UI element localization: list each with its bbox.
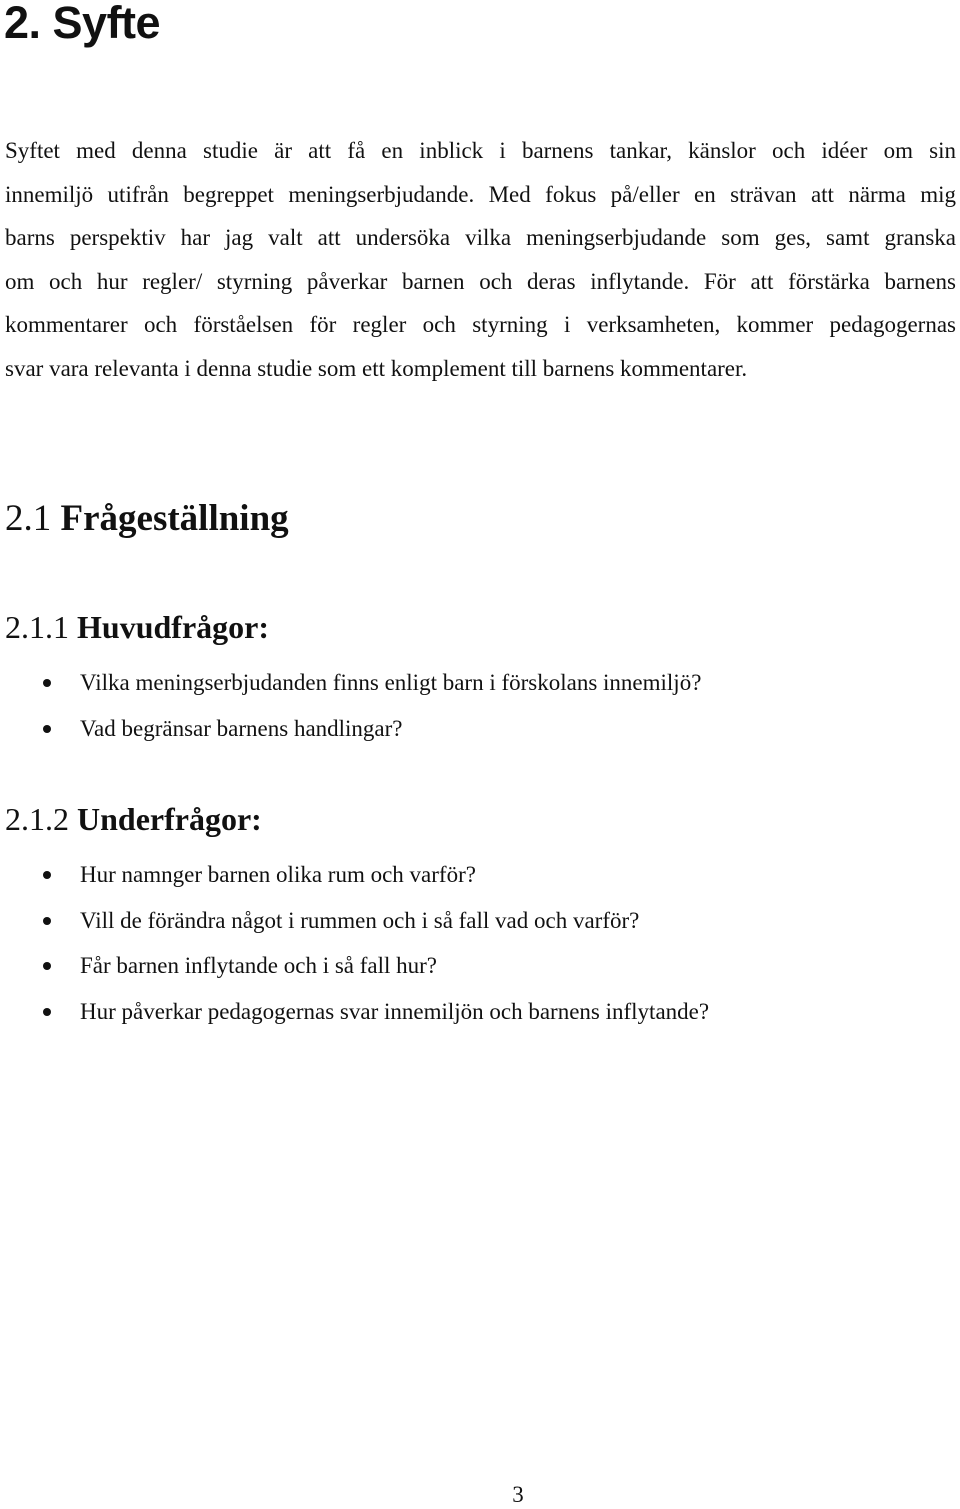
paragraph-line: Syftet med denna studie är att få en inblick i barnens tankar, känslor och idéer om sin [5,138,956,163]
paragraph-line: kommentarer och förståelsen för regler och styrning i verksamheten, kommer pedagogernas [5,312,956,338]
bullet-icon [43,1008,51,1016]
list-item [0,989,709,1035]
bullet-icon [43,871,51,879]
list-item-text: Hur namnger barnen olika rum och varför? [80,862,476,887]
sub-questions-list [0,852,709,1034]
paragraph-line: barns perspektiv har jag valt att undersöka vilka meningserbjudande som ges, samt granska [5,225,956,251]
list-item [0,660,701,706]
sub-questions-heading [5,798,262,840]
main-questions-number: 2.1.1 [5,609,69,645]
main-questions-heading [5,606,269,648]
list-item [0,943,709,989]
list-item-text: Vilka meningserbjudanden finns enligt barn i förskolans innemiljö? [80,670,702,695]
paragraph-line: om och hur regler/ styrning påverkar barnen och deras inflytande. För att förstärka barnens [5,268,956,294]
main-questions-list [0,660,701,751]
list-item-text: Vad begränsar barnens handlingar? [80,715,403,741]
page-number: 3 [512,1482,524,1507]
section-heading [5,495,289,543]
list-item-text: Hur påverkar pedagogernas svar innemiljön och barnens inflytande? [80,998,710,1024]
bullet-icon [43,725,51,733]
sub-questions-title: Underfrågor: [77,801,262,837]
bullet-icon [43,962,51,970]
section-number: 2.1 [5,498,52,539]
list-item-text: Vill de förändra något i rummen och i så fall vad och varför? [80,907,640,933]
sub-questions-number: 2.1.2 [5,801,69,837]
main-questions-title: Huvudfrågor: [77,609,269,645]
bullet-icon [43,679,51,687]
paragraph-line: innemiljö utifrån begreppet meningserbjudande. Med fokus på/eller en strävan att närma mig [5,181,956,207]
section-title: Frågeställning [60,498,289,539]
list-item [0,706,701,752]
list-item [0,852,709,898]
bullet-icon [43,917,51,925]
page-title: 2. Syfte [4,0,161,48]
paragraph-line: svar vara relevanta i denna studie som ett komplement till barnens kommentarer. [5,355,748,381]
list-item-text: Får barnen inflytande och i så fall hur? [80,953,438,978]
list-item [0,898,709,944]
purpose-paragraph [5,129,956,391]
